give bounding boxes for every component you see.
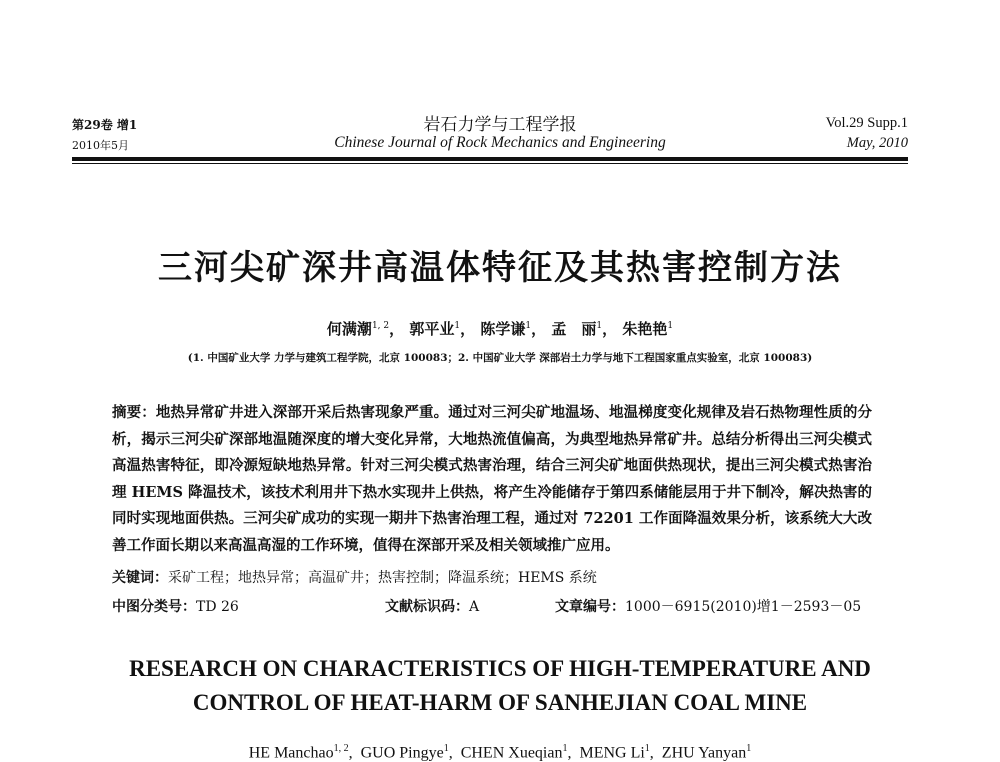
author-affiliation-mark: 1 <box>443 743 449 754</box>
abstract <box>112 400 872 559</box>
article-number <box>555 596 861 616</box>
classification-number <box>112 596 239 616</box>
paper-title-en-line1: RESEARCH ON CHARACTERISTICS OF HIGH-TEMPERATURE AND <box>129 656 871 681</box>
article-number-label: 文章编号： <box>555 599 625 615</box>
author-affiliation-mark: 1 <box>562 743 568 754</box>
journal-title-cn: 岩石力学与工程学报 <box>423 115 577 135</box>
author-affiliation-mark: 1 <box>667 321 674 331</box>
paper-title-cn: 三河尖矿深井高温体特征及其热害控制方法 <box>158 248 842 288</box>
header-rule-thick <box>72 157 908 161</box>
abstract-text: 地热异常矿井进入深部开采后热害现象严重。通过对三河尖矿地温场、地温梯度变化规律及岩石热物理性质的分析，揭示三河尖矿深部地温随深度的增大变化异常，大地热流值偏高，为典型地热异常矿井。总结分析得出三河尖模式高温热害特征，即冷源短缺地热异常。针对三河尖模式热害治理，结合三河尖矿地面供热现状，提出三河尖模式热害治理 HEMS 降温技术，该技术利用井下热水实现井上供热，将产生冷能储存于第四系储能层用于井下制冷，解决热害的同时实现地面供热。三河尖矿成功的实现一期井下热害治理工程，通过对 72201 工作面降温效果分析，该系统大大改善工作面长期以来高温高湿的工作环境，值得在深部开采及相关领域推广应用。 <box>112 404 873 554</box>
document-code <box>385 596 479 616</box>
header-rule-thin <box>72 163 908 164</box>
author-en: CHEN Xueqian <box>460 744 563 762</box>
author-cn: 朱艳艳 <box>622 320 668 338</box>
author-cn: 郭平业 <box>409 320 455 338</box>
paper-title-en <box>0 652 1000 720</box>
paper-title-en-line2: CONTROL OF HEAT-HARM OF SANHEJIAN COAL MINE <box>192 690 808 715</box>
date-en: May, 2010 <box>846 135 908 151</box>
authors-en: HE Manchao$^{1, 2}$, GUO Pingye$^1$, CHEN Xueqian$^1$, MENG Li$^1$, ZHU Yanyan$^1$ <box>248 743 752 762</box>
journal-title-en: Chinese Journal of Rock Mechanics and Engineering <box>334 134 666 151</box>
document-code-label: 文献标识码： <box>385 599 469 615</box>
author-en: MENG Li <box>579 744 645 762</box>
author-cn: 何满潮 <box>326 320 372 338</box>
abstract-label: 摘要： <box>112 404 156 421</box>
classification-value: TD 26 <box>196 599 239 615</box>
authors-cn: 何满潮$^{1, 2}$， 郭平业$^1$， 陈学谦$^1$， 孟 丽$^1$， 朱艳艳$^1$ <box>326 320 674 338</box>
author-affiliation-mark: 1 <box>644 743 650 754</box>
author-affiliation-mark: 1 <box>746 743 752 754</box>
author-affiliation-mark: 1 <box>454 321 461 331</box>
author-affiliation-mark: 1, 2 <box>333 743 349 754</box>
keywords-text: 采矿工程；地热异常；高温矿井；热害控制；降温系统；HEMS 系统 <box>168 570 597 586</box>
author-en: ZHU Yanyan <box>661 744 747 762</box>
date-cn: 2010年5月 <box>72 139 129 152</box>
document-code-value: A <box>469 599 480 615</box>
article-number-value: 1000－6915(2010)增1－2593－05 <box>625 599 862 615</box>
volume-issue-cn: 第29卷 增1 <box>72 118 138 132</box>
author-en: GUO Pingye <box>360 744 444 762</box>
keywords-label: 关键词： <box>112 570 168 586</box>
affiliations-cn: (1. 中国矿业大学 力学与建筑工程学院，北京 100083；2. 中国矿业大学 深部岩土力学与地下工程国家重点实验室，北京 100083) <box>187 352 813 364</box>
author-en: HE Manchao <box>248 744 334 762</box>
author-affiliation-mark: 1 <box>525 321 532 331</box>
volume-en: Vol.29 Supp.1 <box>825 115 908 131</box>
classification-label: 中图分类号： <box>112 599 196 615</box>
keywords <box>112 567 597 587</box>
author-cn: 孟 丽 <box>551 320 597 338</box>
author-cn: 陈学谦 <box>480 320 526 338</box>
author-affiliation-mark: 1, 2 <box>371 321 390 331</box>
author-affiliation-mark: 1 <box>596 321 603 331</box>
